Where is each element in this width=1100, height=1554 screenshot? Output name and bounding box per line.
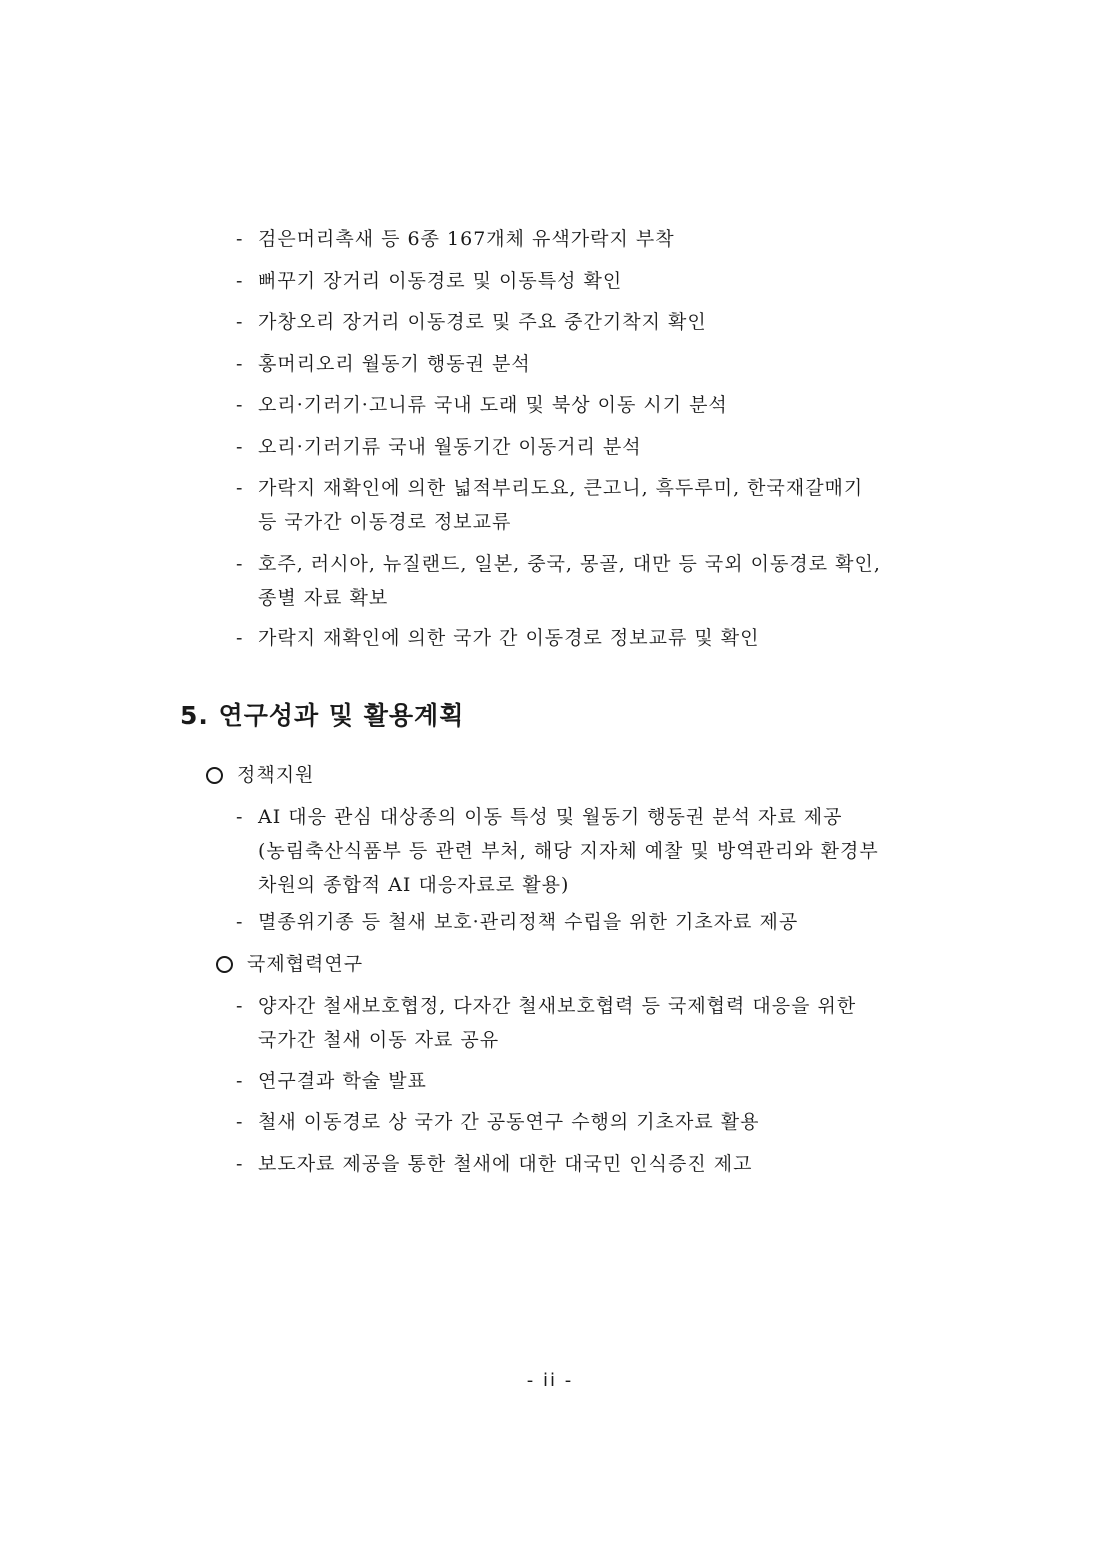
intl-heading <box>216 947 363 981</box>
list-item <box>236 800 926 902</box>
dash-bullet: - <box>236 911 244 933</box>
list-item-text: 뻐꾸기 장거리 이동경로 및 이동특성 확인 <box>258 270 623 292</box>
list-item <box>236 1147 926 1181</box>
policy-heading <box>206 758 314 792</box>
dash-bullet: - <box>236 436 244 458</box>
list-item-text: 검은머리촉새 등 6종 167개체 유색가락지 부착 <box>258 228 675 250</box>
dash-bullet: - <box>236 394 244 416</box>
list-item-text: 오리·기러기·고니류 국내 도래 및 북상 이동 시기 분석 <box>258 394 728 416</box>
list-item <box>236 547 926 615</box>
policy-heading-text: 정책지원 <box>237 764 315 786</box>
list-item <box>236 1064 926 1098</box>
dash-bullet: - <box>236 553 244 575</box>
list-item-text: 양자간 철새보호협정, 다자간 철새보호협력 등 국제협력 대응을 위한 국가간 철새 이동 자료 공유 <box>258 995 857 1051</box>
list-item <box>236 430 926 464</box>
dash-bullet: - <box>236 228 244 250</box>
list-item <box>236 347 926 381</box>
list-item <box>236 305 926 339</box>
dash-bullet: - <box>236 627 244 649</box>
circle-bullet-icon <box>216 956 233 973</box>
list-item-text: 가창오리 장거리 이동경로 및 주요 중간기착지 확인 <box>258 311 707 333</box>
list-item-text: 멸종위기종 등 철새 보호·관리정책 수립을 위한 기초자료 제공 <box>258 911 799 933</box>
dash-bullet: - <box>236 353 244 375</box>
circle-bullet-icon <box>206 767 223 784</box>
list-item <box>236 471 926 539</box>
list-item <box>236 905 926 939</box>
dash-bullet: - <box>236 1153 244 1175</box>
dash-bullet: - <box>236 995 244 1017</box>
list-item-text: 오리·기러기류 국내 월동기간 이동거리 분석 <box>258 436 642 458</box>
intl-heading-text: 국제협력연구 <box>247 953 364 975</box>
list-item-text: 보도자료 제공을 통한 철새에 대한 대국민 인식증진 제고 <box>258 1153 753 1175</box>
list-item-text: 연구결과 학술 발표 <box>258 1070 427 1092</box>
list-item-text: 홍머리오리 월동기 행동권 분석 <box>258 353 531 375</box>
dash-bullet: - <box>236 270 244 292</box>
dash-bullet: - <box>236 477 244 499</box>
list-item-text: 가락지 재확인에 의한 국가 간 이동경로 정보교류 및 확인 <box>258 627 760 649</box>
list-item-text: 철새 이동경로 상 국가 간 공동연구 수행의 기초자료 활용 <box>258 1111 760 1133</box>
dash-bullet: - <box>236 311 244 333</box>
list-item <box>236 264 926 298</box>
dash-bullet: - <box>236 1111 244 1133</box>
list-item <box>236 388 926 422</box>
list-item <box>236 989 926 1057</box>
dash-bullet: - <box>236 806 244 828</box>
list-item <box>236 222 926 256</box>
page-number: - ii - <box>526 1370 574 1391</box>
list-item-text: 호주, 러시아, 뉴질랜드, 일본, 중국, 몽골, 대만 등 국외 이동경로 확인, 종별 자료 확보 <box>258 553 881 609</box>
section-heading: 5. 연구성과 및 활용계획 <box>180 701 465 730</box>
dash-bullet: - <box>236 1070 244 1092</box>
list-item-text: 가락지 재확인에 의한 넓적부리도요, 큰고니, 흑두루미, 한국재갈매기 등 국가간 이동경로 정보교류 <box>258 477 864 533</box>
list-item <box>236 1105 926 1139</box>
list-item <box>236 621 926 655</box>
list-item-text: AI 대응 관심 대상종의 이동 특성 및 월동기 행동권 분석 자료 제공 (농림축산식품부 등 관련 부처, 해당 지자체 예찰 및 방역관리와 환경부 차원의 종합적 AI 대응자료로 활용) <box>258 806 879 896</box>
